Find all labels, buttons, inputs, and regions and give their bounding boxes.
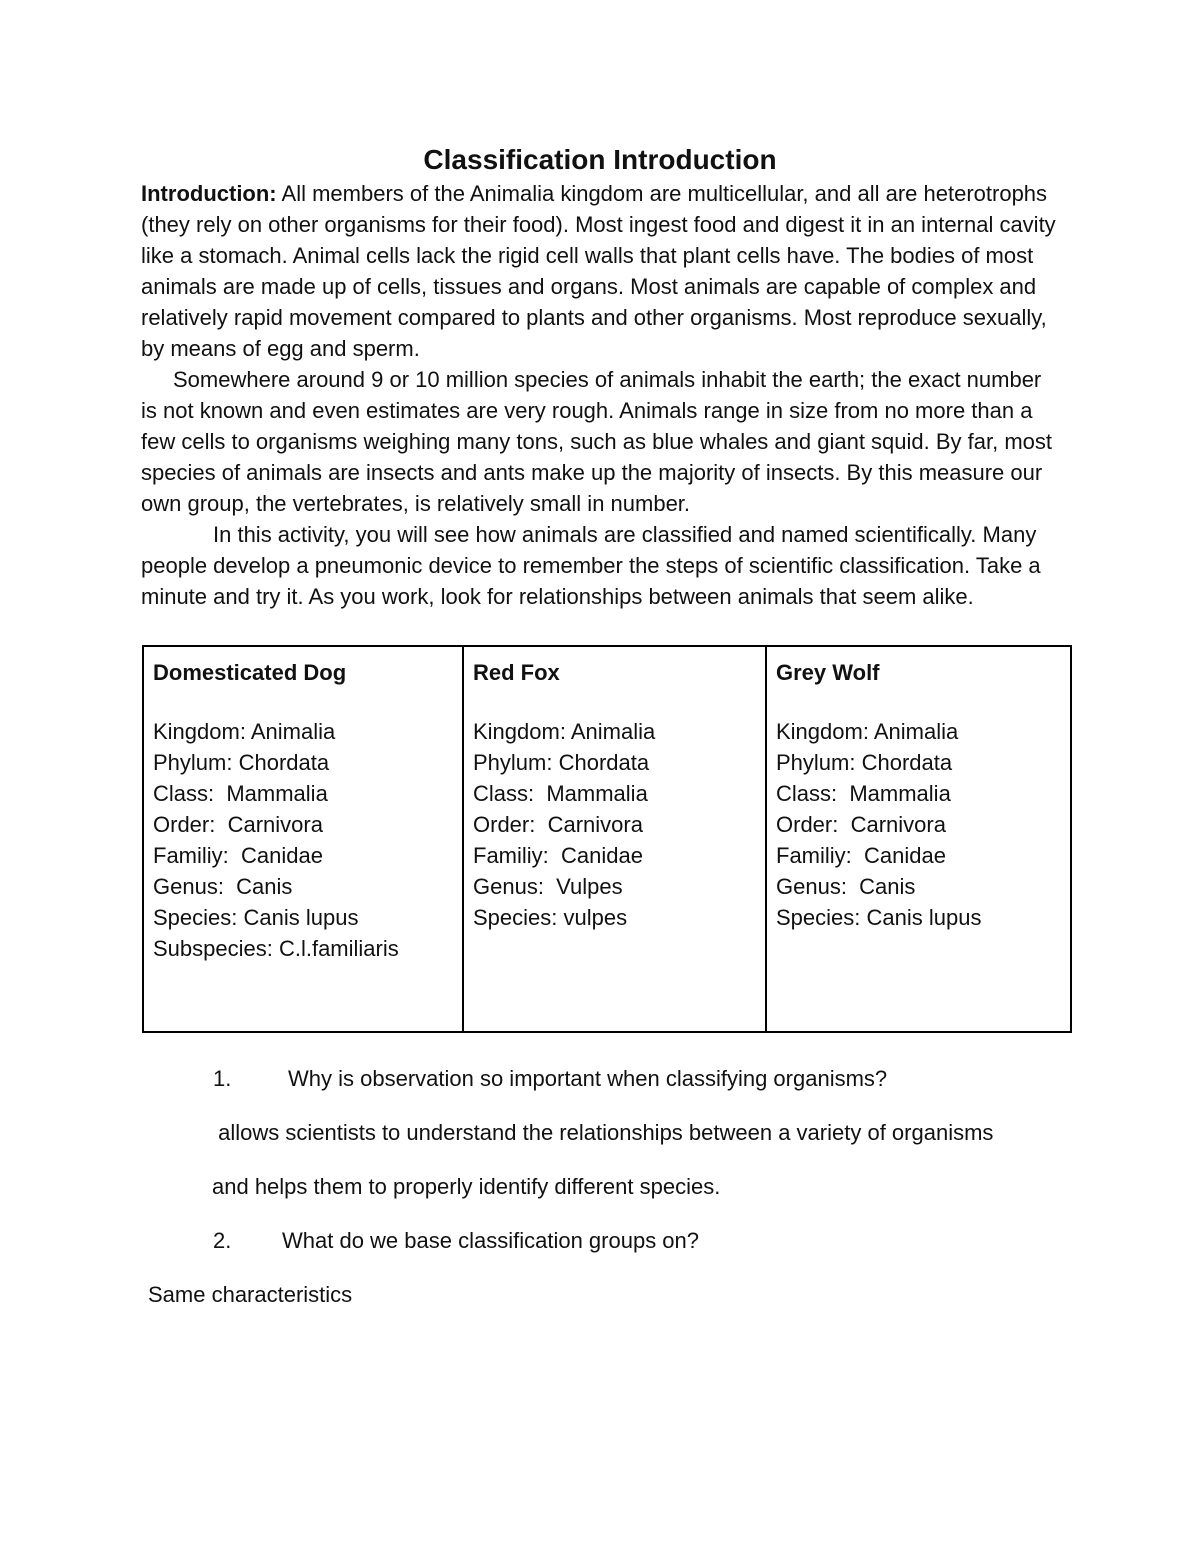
animal-name: Grey Wolf [776,660,880,685]
intro-text-1: All members of the Animalia kingdom are multicellular, and all are heterotrophs (they rely on other organisms for their food). Most ingest food and digest it in an internal cavity like a stomach. Animal cells lack the rigid cell walls that plant cells have. The bodies of most animals are made up of cells, tissues and organs. Most animals are capable of complex and relatively rapid movement compared to plants and other organisms. Most reproduce sexually, by means of egg and sperm. [141,181,1056,361]
question-text: Why is observation so important when classifying organisms? [288,1066,888,1091]
rank-line: Species: Canis lupus [153,905,359,930]
rank-line: Species: vulpes [473,905,628,930]
animal-name: Domesticated Dog [153,660,347,685]
answer-1-line-2: and helps them to properly identify different species. [212,1174,721,1199]
rank-line: Subspecies: C.l.familiaris [153,936,399,961]
rank-line: Familiy: Canidae [776,843,946,868]
table-row [143,646,1071,1032]
question-text: What do we base classification groups on? [282,1228,700,1253]
rank-line: Genus: Canis [776,874,916,899]
rank-line: Genus: Vulpes [473,874,623,899]
table-cell-wolf [766,646,1071,1032]
intro-paragraph-1 [141,178,1056,364]
intro-section [141,178,1056,612]
rank-line: Genus: Canis [153,874,293,899]
rank-line: Class: Mammalia [473,781,648,806]
question-number: 2. [213,1228,232,1253]
table-cell-fox [463,646,766,1032]
rank-line: Kingdom: Animalia [473,719,656,744]
table-cell-dog [143,646,463,1032]
rank-line: Class: Mammalia [153,781,328,806]
answer-1-line-1: allows scientists to understand the relationships between a variety of organisms [212,1120,994,1145]
rank-line: Order: Carnivora [153,812,323,837]
intro-paragraph-3: In this activity, you will see how animals are classified and named scientifically. Many people develop a pneumonic device to remember the steps of scientific classification. Take a minute and try it. As you work, look for relationships between animals that seem alike. [141,522,1041,609]
answer-2: Same characteristics [148,1282,353,1307]
intro-paragraph-2: Somewhere around 9 or 10 million species of animals inhabit the earth; the exact number is not known and even estimates are very rough. Animals range in size from no more than a few cells to organisms weighing many tons, such as blue whales and giant squid. By far, most species of animals are insects and ants make up the majority of insects. By this measure our own group, the vertebrates, is relatively small in number. [141,367,1053,516]
rank-line: Kingdom: Animalia [153,719,336,744]
animal-name: Red Fox [473,660,560,685]
rank-line: Kingdom: Animalia [776,719,959,744]
rank-line: Class: Mammalia [776,781,951,806]
rank-line: Phylum: Chordata [776,750,953,775]
intro-label: Introduction: [141,181,277,206]
question-1 [213,1063,887,1094]
question-2 [213,1225,699,1256]
rank-line: Order: Carnivora [776,812,946,837]
rank-line: Order: Carnivora [473,812,643,837]
rank-line: Phylum: Chordata [153,750,330,775]
rank-line: Familiy: Canidae [473,843,643,868]
rank-line: Familiy: Canidae [153,843,323,868]
rank-line: Species: Canis lupus [776,905,982,930]
rank-line: Phylum: Chordata [473,750,650,775]
question-number: 1. [213,1066,232,1091]
classification-table [142,645,1072,1033]
page-title: Classification Introduction [423,144,777,175]
